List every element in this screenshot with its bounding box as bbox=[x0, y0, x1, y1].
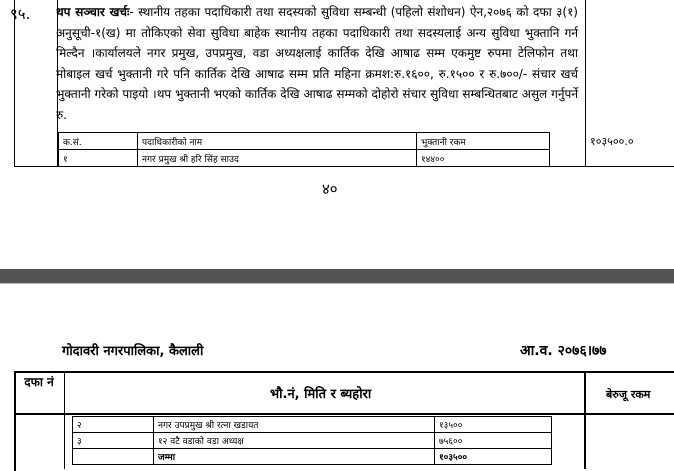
cell-name: नगर प्रमुख श्री हरि सिंह साउद bbox=[138, 150, 417, 167]
fiscal-year: आ.व. २०७६।७७ bbox=[520, 343, 607, 359]
header-beruju-amount: बेरुजू रकम bbox=[606, 388, 651, 401]
cell-name: १२ वटै वडाको वडा अध्यक्ष bbox=[154, 433, 435, 449]
header-dafa: दफा नं bbox=[24, 375, 54, 389]
cell-amount: १४४०० bbox=[417, 150, 550, 167]
page-separator-line bbox=[0, 283, 674, 284]
cell-name: नगर उपप्रमुख श्री रत्ना खडायत bbox=[154, 417, 435, 433]
cell-total-amount: १०३५०० bbox=[435, 449, 552, 465]
header-cell-amount: भुक्तानी रकम bbox=[417, 133, 550, 150]
entry-title: थप सञ्चार खर्चः bbox=[56, 5, 130, 19]
cell-sn bbox=[73, 449, 154, 465]
header-description: भौ.नं, मिति र ब्यहोरा bbox=[270, 387, 372, 402]
table-row bbox=[73, 417, 552, 433]
header-cell-sn: क.सं. bbox=[59, 133, 138, 150]
item-number: ९५. bbox=[10, 5, 31, 23]
table-total-row bbox=[73, 449, 552, 465]
page-separator bbox=[0, 269, 674, 283]
cell-sn: ३ bbox=[73, 433, 154, 449]
cell-amount: १३५०० bbox=[435, 417, 552, 433]
official-payment-table bbox=[58, 132, 550, 167]
cell-total-label: जम्मा bbox=[154, 449, 435, 465]
column-divider bbox=[584, 371, 586, 469]
page-number: ४० bbox=[322, 180, 338, 198]
cell-sn: २ bbox=[73, 417, 154, 433]
table-row bbox=[73, 433, 552, 449]
entry-body: - स्थानीय तहका पदाधिकारी तथा सदस्यको सुविधा सम्बन्धी (पहिलो संशोधन) ऐन,२०७६ को दफा ३(१) अनुसूची-१(ख) मा तोकिएको सेवा सुविधा बाहेक स्थानीय तहका पदाधिकारी तथा सदस्यलाई अन्य सुविधा भुक्तानि गर्न मिल्दैन ।कार्यालयले नगर प्रमुख, उपप्रमुख, वडा अध्यक्षलाई कार्तिक देखि आषाढ सम्म एकमुष्ट रुपमा टेलिफोन तथा मोबाइल खर्च भुक्तानी गरे पनि कार्तिक देखि आषाढ सम्म प्रति महिना क्रमश:रु.१६००, रु.१५०० र रु.७००/- संचार खर्च भुक्तानी गरेको पाइयो ।थप भुक्तानी भएको कार्तिक देखि आषाढ सम्मको दोहोरो संचार सुविधा सम्बन्धितबाट असुल गर्नुपर्ने रु. bbox=[56, 5, 578, 122]
entry-paragraph bbox=[56, 2, 578, 126]
column-divider bbox=[64, 371, 65, 469]
table-header-row bbox=[59, 133, 550, 150]
official-payment-table-continued bbox=[72, 416, 552, 465]
cell-amount: ७५६०० bbox=[435, 433, 552, 449]
header-divider bbox=[14, 413, 674, 415]
cell-sn: १ bbox=[59, 150, 138, 167]
table-row bbox=[59, 150, 550, 167]
header-cell-name: पदाधिकारीको नाम bbox=[138, 133, 417, 150]
recoverable-amount: १०३५००.० bbox=[590, 135, 634, 148]
organization-name: गोदावरी नगरपालिका, कैलाली bbox=[62, 344, 204, 359]
column-divider bbox=[585, 0, 586, 166]
